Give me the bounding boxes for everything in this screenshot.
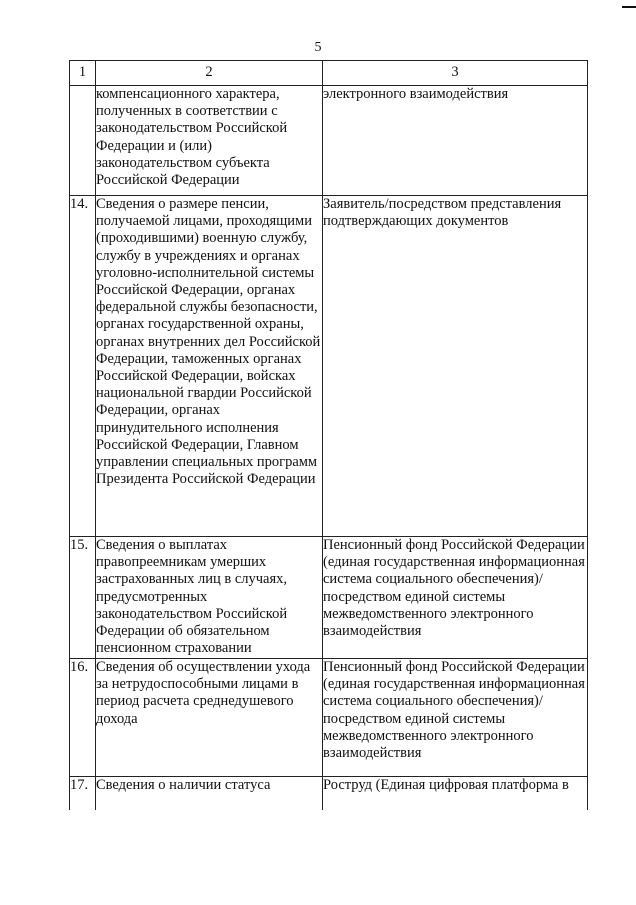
table-row — [70, 659, 588, 777]
page-number: 5 — [314, 40, 322, 55]
table-header-row — [70, 61, 588, 86]
row-description — [96, 86, 323, 196]
column-header-number: 1 — [70, 61, 96, 86]
row-source — [323, 537, 588, 659]
scan-corner-mark — [622, 6, 636, 8]
row-description-text: Сведения о размере пенсии, получаемой лицами, проходящими (проходившими) военную службу, службу в учреждениях и органах уголовно-исполнительной системы Российской Федерации, органах федеральной службы безопасности, органах государственной охраны, органах внутренних дел Российской Федерации, таможенных органах Российской Федерации, войсках национальной гвардии Российской Федерации, органах принудительного исполнения Российской Федерации, Главном управлении специальных программ Президента Российской Федерации — [96, 196, 321, 488]
row-description-text: Сведения о наличии статуса — [96, 777, 271, 793]
row-description-text: Сведения об осуществлении ухода за нетрудоспособными лицами в период расчета среднедушевого дохода — [96, 659, 311, 727]
row-number: 14. — [70, 196, 96, 537]
documents-table — [69, 60, 588, 810]
row-number: 16. — [70, 659, 96, 777]
row-number — [70, 86, 96, 196]
table-row — [70, 86, 588, 196]
row-description-text: компенсационного характера, полученных в соответствии с законодательством Российской Федерации и (или) законодательством субъекта Российской Федерации — [96, 86, 288, 189]
row-description — [96, 196, 323, 537]
table-row — [70, 777, 588, 811]
row-description-text: Сведения о выплатах правопреемникам умерших застрахованных лиц в случаях, предусмотренных законодательством Российской Федерации об обязательном пенсионном страховании — [96, 537, 288, 657]
row-description — [96, 659, 323, 777]
row-description — [96, 537, 323, 659]
row-source-text: электронного взаимодействия — [323, 86, 509, 102]
row-source-text: Пенсионный фонд Российской Федерации (единая государственная информационная система социального обеспечения)/посредством единой системы межведомственного электронного взаимодействия — [323, 537, 585, 640]
column-header-description: 2 — [96, 61, 323, 86]
row-source-text: Пенсионный фонд Российской Федерации (единая государственная информационная система социального обеспечения)/посредством единой системы межведомственного электронного взаимодействия — [323, 659, 585, 762]
row-description — [96, 777, 323, 811]
row-number: 17. — [70, 777, 96, 811]
column-header-source: 3 — [323, 61, 588, 86]
row-source — [323, 659, 588, 777]
row-source — [323, 86, 588, 196]
table-row — [70, 196, 588, 537]
row-source-text: Роструд (Единая цифровая платформа в — [323, 777, 569, 793]
row-source-text: Заявитель/посредством представления подтверждающих документов — [323, 196, 562, 230]
table-row — [70, 537, 588, 659]
row-source — [323, 777, 588, 811]
row-source — [323, 196, 588, 537]
row-number: 15. — [70, 537, 96, 659]
